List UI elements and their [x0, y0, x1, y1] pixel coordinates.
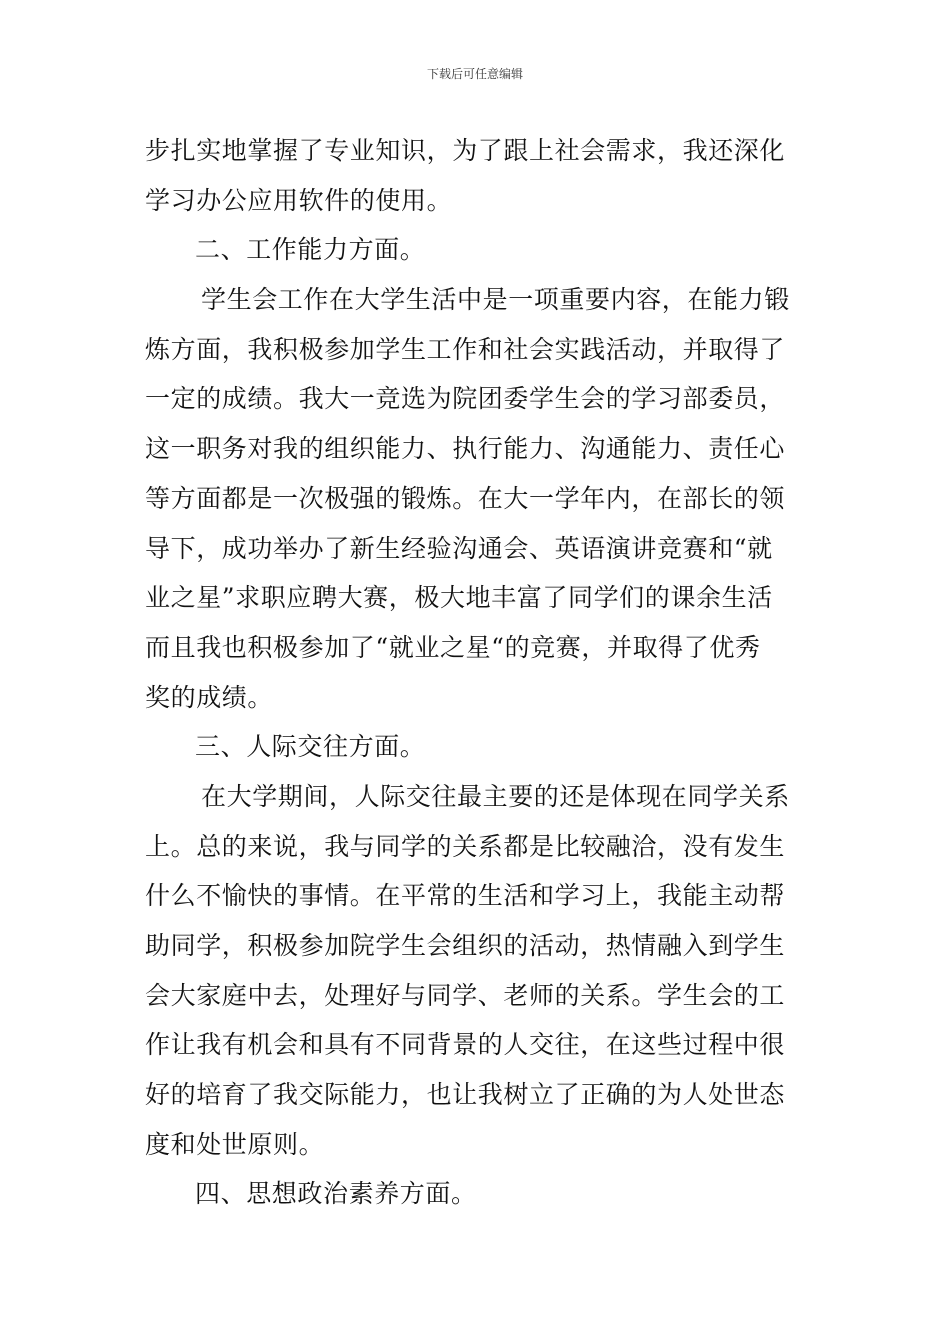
- body-line: 等方面都是一次极强的锻炼。在大一学年内，在部长的领: [145, 483, 786, 513]
- section-heading-work-ability: 二、工作能力方面。: [195, 235, 426, 265]
- section-heading-political: 四、思想政治素养方面。: [195, 1179, 477, 1209]
- body-line: 一定的成绩。我大一竞选为院团委学生会的学习部委员，: [145, 384, 786, 414]
- body-line: 好的培育了我交际能力，也让我树立了正确的为人处世态: [145, 1080, 786, 1110]
- body-line: 作让我有机会和具有不同背景的人交往，在这些过程中很: [145, 1030, 786, 1060]
- body-line: 在大学期间，人际交往最主要的还是体现在同学关系: [201, 781, 790, 811]
- body-line: 学习办公应用软件的使用。: [145, 185, 453, 215]
- page-header-note: 下载后可任意编辑: [426, 67, 523, 81]
- body-line: 而且我也积极参加了“就业之星“的竞赛，并取得了优秀: [145, 632, 761, 662]
- body-line: 这一职务对我的组织能力、执行能力、沟通能力、责任心: [145, 434, 786, 464]
- body-line: 什么不愉快的事情。在平常的生活和学习上，我能主动帮: [145, 881, 786, 911]
- document-body: [145, 126, 813, 1219]
- body-line: 学生会工作在大学生活中是一项重要内容，在能力锻: [201, 285, 790, 315]
- body-line: 度和处世原则。: [145, 1129, 325, 1159]
- section-heading-interpersonal: 三、人际交往方面。: [195, 732, 426, 762]
- body-line: 导下，成功举办了新生经验沟通会、英语演讲竞赛和“就: [145, 533, 773, 563]
- body-line: 炼方面，我积极参加学生工作和社会实践活动，并取得了: [145, 334, 786, 364]
- body-line: 业之星”求职应聘大赛，极大地丰富了同学们的课余生活: [145, 583, 773, 613]
- body-line: 助同学，积极参加院学生会组织的活动，热情融入到学生: [145, 931, 786, 960]
- body-line: 上。总的来说，我与同学的关系都是比较融洽，没有发生: [145, 831, 786, 861]
- body-line: 会大家庭中去，处理好与同学、老师的关系。学生会的工: [145, 980, 786, 1010]
- body-line: 奖的成绩。: [145, 682, 274, 712]
- body-line: 步扎实地掌握了专业知识，为了跟上社会需求，我还深化: [145, 136, 786, 165]
